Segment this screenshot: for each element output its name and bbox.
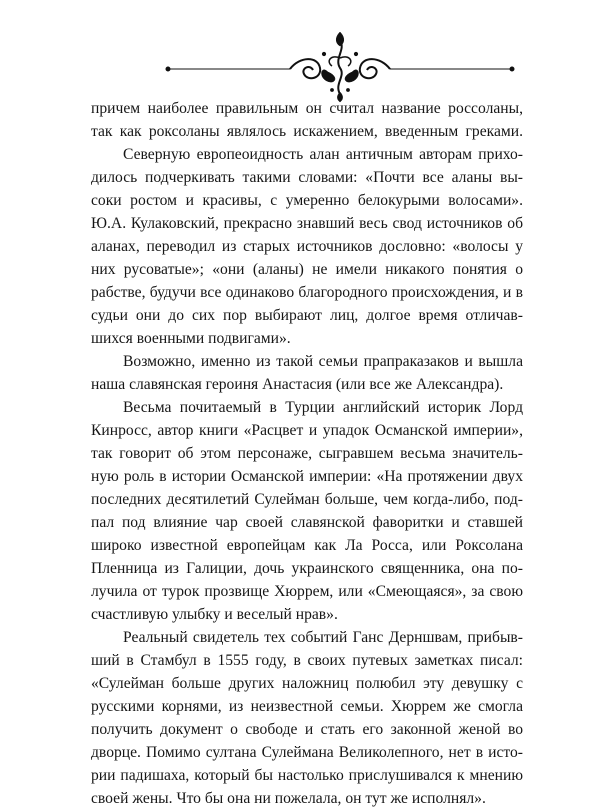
paragraph: Северную европеоидность алан античным авторам прихо-дилось подчеркивать такими словами: «Почти все аланы вы- соки ростом и красивы, с умеренно белокурыми волосами». Ю.А. Кулаковский, прекрасно знавший весь свод источников об аланах, переводил из старых источников дословно: «волосы у них русоватые»; «они (аланы) не имели никакого понятия о рабстве, будучи все одинаково благородного происхождения, и в судьи они до сих пор выбирают лиц, долгое время отличав-шихся военными подвигами». <box>91 146 523 347</box>
paragraph: Возможно, именно из такой семьи прапраказаков и вышла наша славянская героиня Анастасия (или все же Александра). <box>91 353 523 393</box>
paragraph: причем наиболее правильным он считал название россоланы, так как роксоланы являлось искажением, введенным греками. <box>91 100 523 140</box>
decorative-flourish-icon <box>160 20 520 104</box>
body-text <box>91 97 523 810</box>
paragraph: Реальный свидетель тех событий Ганс Дерншвам, прибыв-ший в Стамбул в 1555 году, в своих путевых заметках писал: «Сулейман больше других наложниц полюбил эту девушку с русскими корнями, из неизвестной семьи. Хюррем же смогла получить документ о свободе и стать его законной женой во дворце. Помимо султана Сулеймана Великолепного, нет в исто-рии падишаха, который бы настолько прислушивался к мнению своей жены. Что бы она ни пожелала, он тут же исполнял». <box>91 629 523 807</box>
paragraph: Весьма почитаемый в Турции английский историк Лорд Кинросс, автор книги «Расцвет и упадок Османской империи», так говорит об этом персонаже, сыгравшем весьма значитель-ную роль в истории Османской империи: «На протяжении двух последних десятилетий Сулейман больше, чем когда-либо, под-пал под влияние чар своей славянской фаворитки и ставшей широко известной европейцам как Ла Росса, или Роксолана Пленница из Галиции, дочь украинского священника, она по-лучила от турок прозвище Хюррем, или «Смеющаяся», за свою счастливую улыбку и веселый нрав». <box>91 399 523 623</box>
